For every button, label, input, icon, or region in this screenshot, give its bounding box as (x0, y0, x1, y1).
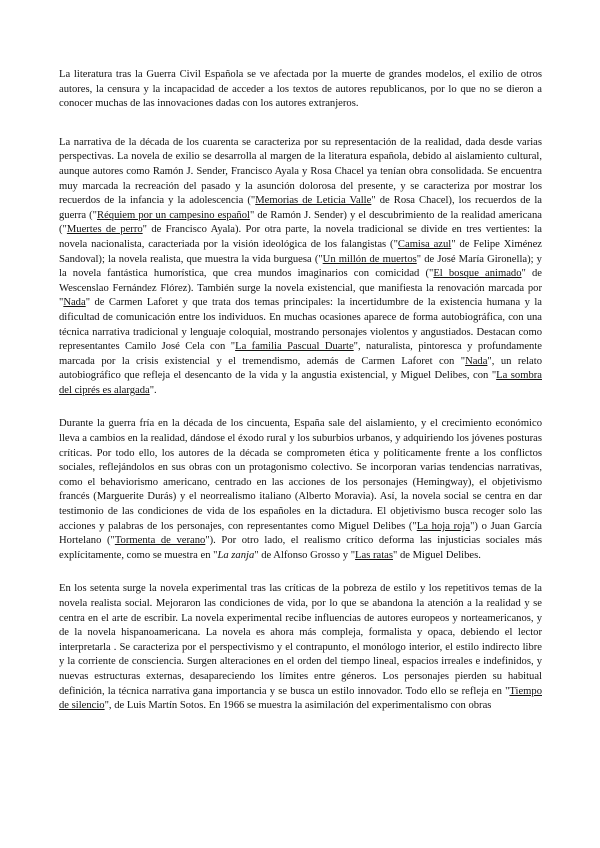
text-run: " de Miguel Delibes. (392, 549, 481, 561)
text-run: ", naturalista, pintoresca y profundamente marcada por la crisis existencial y el tremendismo, además de Carmen Laforet con " (59, 341, 542, 367)
text-run: " de Rosa Chacel), los recuerdos de la guerra (" (59, 195, 542, 221)
text-run: La narrativa de la década de los cuarenta se caracteriza por su representación de la realidad, dada desde varias perspectivas. La novela de exilio se desarrolla al margen de la literatura española, debido al aislamiento cultural, aunque autores como Ramón J. Sender, Francisco Ayala y Rosa Chacel ya tenían obra consolidada. Se encuentra muy marcada la recreación del pasado y la asunción dolorosa del presente, y se caracteriza por mostrar los recuerdos de la infancia y la adolescencia (" (59, 136, 542, 207)
work-title: La familia Pascual Duarte (235, 341, 354, 353)
work-title: Tiempo de silencio (59, 685, 542, 712)
text-run: " de Wescenslao Fernández Flórez). También surge la novela existencial, que manifiesta la renovación marcada por " (59, 268, 542, 309)
text-run: ") o Juan García Hortelano (" (59, 520, 542, 547)
work-title: La zanja (217, 549, 255, 561)
work-title: El bosque animado (433, 268, 522, 280)
text-run: ", un relato autobiográfico que refleja el desencanto de la vida y la angustia existencial, y Miguel Delibes, con " (59, 355, 542, 382)
text-run: "). Por otro lado, el realismo crítico deforma las injusticias sociales más explícitamente, como se muestra en " (59, 535, 542, 561)
work-title: Nada (63, 297, 86, 309)
paragraph-setenta (59, 582, 542, 713)
work-title: Las ratas (355, 549, 393, 561)
paragraph-cincuenta (59, 417, 542, 563)
work-title: Un millón de muertos (322, 253, 417, 265)
text-run: La literatura tras la Guerra Civil Española se ve afectada por la muerte de grandes modelos, el exilio de otros autores, la censura y la incapacidad de acceder a los textos de autores republicanos, por lo que no se dieron a conocer muchas de las innovaciones dadas con los autores extranjeros. (59, 69, 542, 110)
text-run: Durante la guerra fría en la década de los cincuenta, España sale del aislamiento, y el crecimiento económico lleva a cambios en la realidad, dándose el éxodo rural y los suburbios urbanos, y adquiriendo los jóvenes posturas críticas. Por todo ello, los autores de la década se comprometen ética y políticamente frente a los conflictos sociales, reflejándolos en sus obras con un protagonismo colectivo. Se incorporan varias tendencias narrativas, como el behaviorismo americano, centrado en las acciones de los personajes (Hemingway), el objetivismo francés (Marguerite Durás) y el neorrealismo italiano (Alberto Moravia). Así, la novela social se centra en dar testimonio de las condiciones de vida de los españoles en la dictadura. El objetivismo busca recoger solo las acciones y palabras de los personajes, con representantes como Miguel Delibes (" (59, 418, 542, 532)
paragraph-cuarenta (59, 136, 542, 399)
work-title: Memorias de Leticia Valle (255, 195, 372, 207)
text-run: " de Ramón J. Sender) y el descubrimiento de la realidad americana (" (59, 209, 542, 236)
text-run: " de Alfonso Grosso y " (254, 549, 356, 561)
text-run: ". (149, 384, 157, 396)
text-run: ", de Luis Martín Sotos. En 1966 se muestra la asimilación del experimentalismo con obras (104, 700, 492, 712)
work-title: La hoja roja (416, 520, 471, 532)
work-title: La sombra del ciprés es alargada (59, 370, 542, 396)
text-run: " de Francisco Ayala). Por otra parte, la novela tradicional se divide en tres vertientes: la novela nacionalista, caracteriada por la visión ideológica de los falangistas (" (59, 224, 542, 250)
work-title: Tormenta de verano (114, 535, 206, 547)
text-run: En los setenta surge la novela experimental tras las críticas de la pobreza de estilo y los repetitivos temas de la novela realista social. Mejoraron las condiciones de vida, por lo que se abandona la atención a la realidad y se centra en el arte de escribir. La novela experimental recibe influencias de autores europeos y norteamericanos, y de la novela hispanoamericana. La novela es ahora más compleja, formalista y opaca, debiendo el lector interpretarla . Se caracteriza por el perspectivismo y el contrapunto, el monólogo interior, el estilo indirecto libre y la corriente de consciencia. Surgen alteraciones en el orden del tiempo lineal, espacios irreales e indefinidos, y nuevas estructuras externas, desapareciendo los límites entre géneros. Los personajes pierden su habitual definición, la técnica narrativa gana importancia y se busca un estilo innovador. Todo ello se refleja en " (59, 583, 542, 697)
text-run: " de Carmen Laforet y que trata dos temas principales: la incertidumbre de la existencia humana y la dificultad de comunicación entre los individuos. En muchas ocasiones aparece de forma autobiográfica, con una técnica narrativa tradicional y lenguaje coloquial, mostrando personajes violentos y angustiados. Destacan como representantes Camilo José Cela con " (59, 297, 542, 353)
work-title: Réquiem por un campesino español (97, 209, 250, 221)
paragraph-intro (59, 68, 542, 112)
work-title: Muertes de perro (66, 224, 143, 236)
work-title: Nada (465, 355, 488, 367)
text-run: " de José María Gironella); y la novela fantástica humorística, que crea mundos imaginarios con comicidad (" (59, 253, 542, 280)
work-title: Camisa azul (397, 238, 452, 250)
text-run: " de Felipe Ximénez Sandoval); la novela realista, que muestra la vida burguesa (" (59, 238, 542, 265)
